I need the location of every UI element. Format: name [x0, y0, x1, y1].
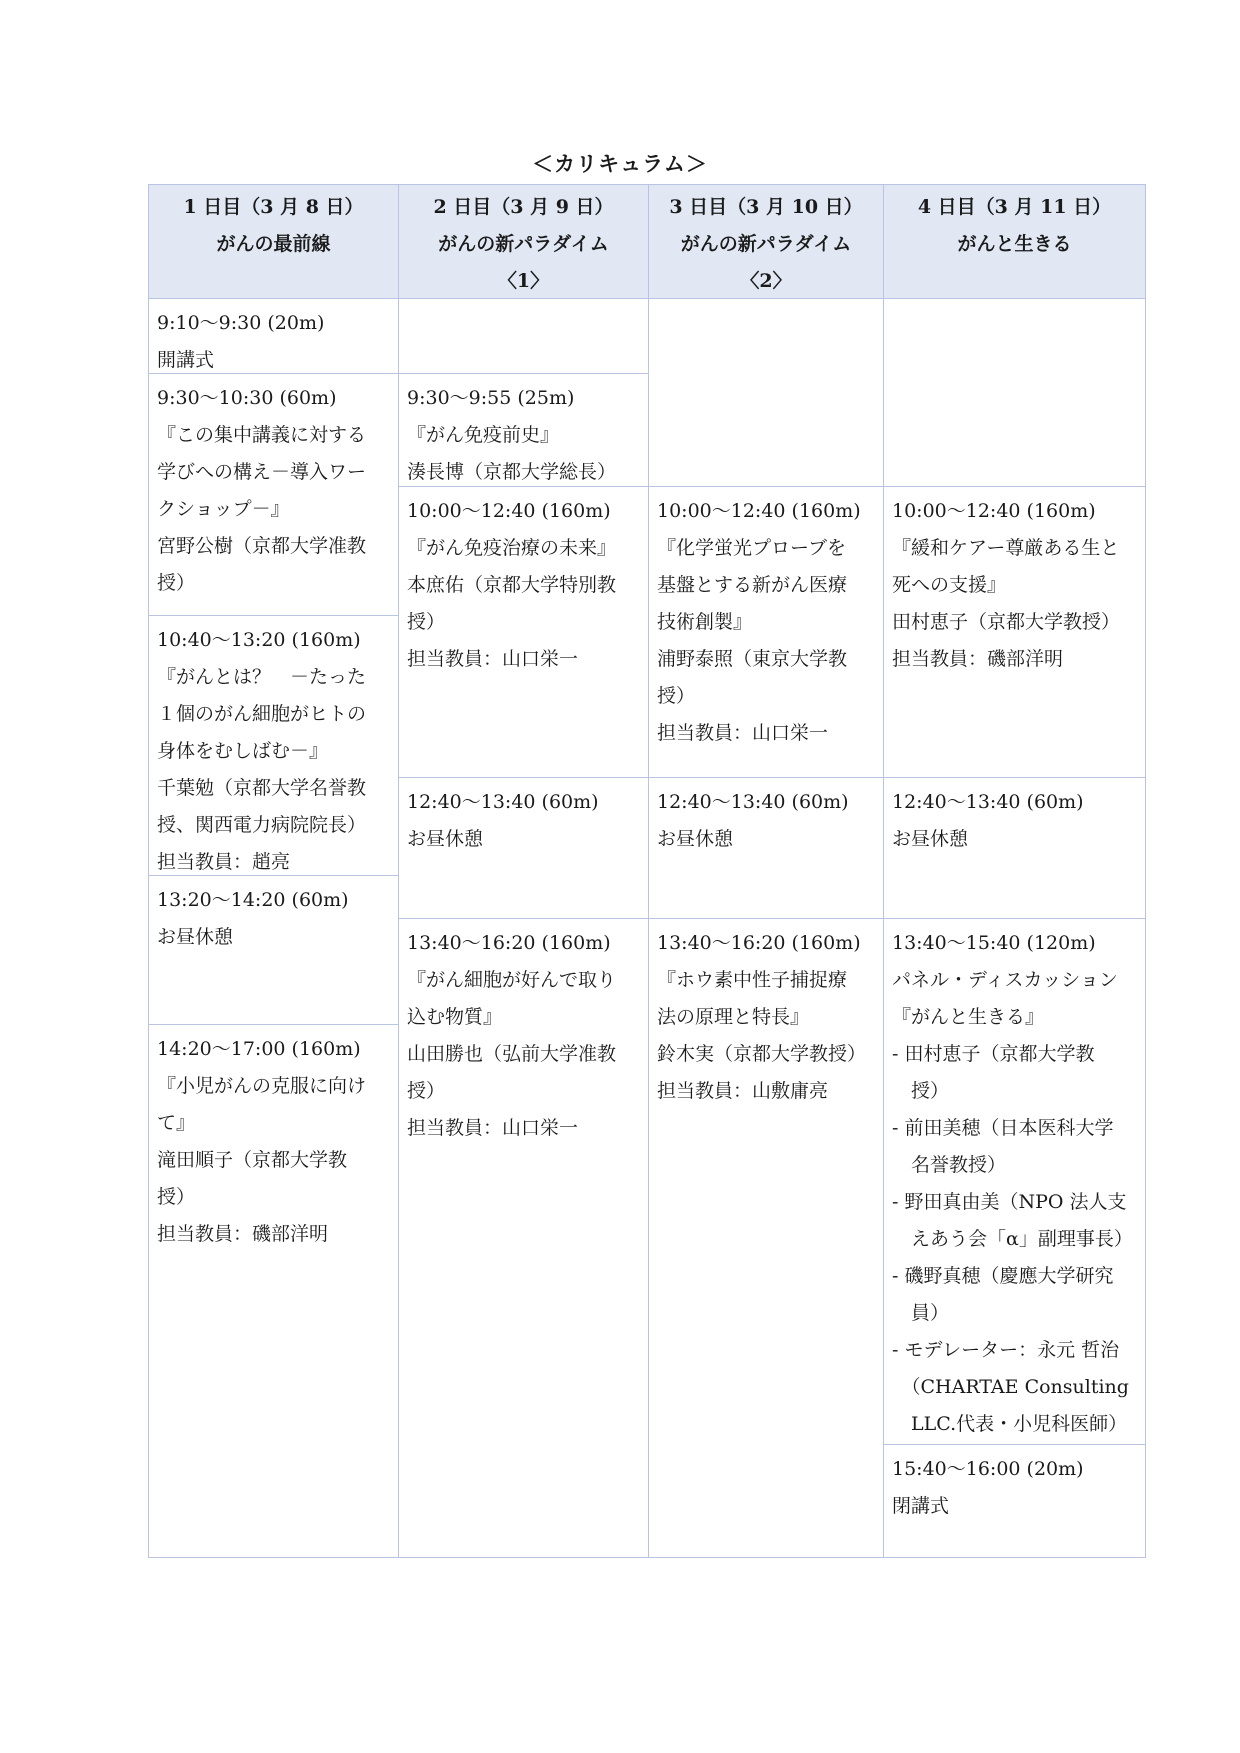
cell-line: 山田勝也（弘前大学准教: [407, 1043, 617, 1065]
cell-line: お昼休憩: [892, 828, 969, 850]
cell-line: 滝田順子（京都大学教: [157, 1149, 348, 1171]
cell-line: 『がんと生きる』: [892, 1006, 1045, 1028]
cell-line: 2 日目（3 月 9 日）: [433, 196, 614, 218]
cell-line: 千葉勉（京都大学名誉教: [157, 777, 367, 799]
day2-empty: [398, 298, 649, 374]
cell-line: 『がん細胞が好んで取り: [407, 969, 617, 991]
cell-line: えあう会「α」副理事長）: [892, 1228, 1133, 1250]
cell-line: 10:00～12:40 (160m): [407, 500, 611, 522]
cell-line: 9:10～9:30 (20m): [157, 312, 325, 334]
cell-line: 1 日目（3 月 8 日）: [183, 196, 364, 218]
cell-line: 基盤とする新がん医療: [657, 574, 848, 596]
cell-line: お昼休憩: [407, 828, 484, 850]
cell-line: 15:40～16:00 (20m): [892, 1458, 1084, 1480]
day2-session-immunotherapy: [398, 486, 649, 778]
cell-line: 本庶佑（京都大学特別教: [407, 574, 617, 596]
cell-line: 担当教員：磯部洋明: [157, 1223, 329, 1245]
cell-line: がんの最前線: [216, 233, 331, 255]
cell-line: 死への支援』: [892, 574, 1007, 596]
day2-lunch: [398, 777, 649, 919]
cell-line: 13:40～16:20 (160m): [407, 932, 611, 954]
cell-line: 員）: [892, 1302, 950, 1324]
cell-line: 授）: [657, 685, 696, 707]
day4-lunch: [883, 777, 1146, 919]
day1-session-cancer: [148, 615, 399, 876]
cell-line: - 田村恵子（京都大学教: [892, 1043, 1095, 1065]
cell-line: 担当教員：磯部洋明: [892, 648, 1064, 670]
cell-line: 10:40～13:20 (160m): [157, 629, 361, 651]
cell-line: 『化学蛍光プローブを: [657, 537, 847, 559]
day2-session-metabolism: [398, 918, 649, 1558]
cell-line: 授）: [157, 1186, 196, 1208]
cell-line: がんと生きる: [957, 233, 1072, 255]
cell-line: クショップ－』: [157, 498, 290, 520]
cell-line: 授）: [892, 1080, 950, 1102]
day4-session-palliative: [883, 486, 1146, 778]
cell-line: 担当教員：山口栄一: [657, 722, 829, 744]
cell-line: て』: [157, 1112, 196, 1134]
cell-line: 『この集中講義に対する: [157, 424, 367, 446]
cell-line: 12:40～13:40 (60m): [407, 791, 599, 813]
day3-empty: [648, 298, 884, 487]
cell-line: 法の原理と特長』: [657, 1006, 810, 1028]
day2-session-immunity-history: [398, 373, 649, 487]
cell-line: がんの新パラダイム: [680, 233, 852, 255]
cell-line: 浦野泰照（東京大学教: [657, 648, 848, 670]
cell-line: お昼休憩: [157, 926, 234, 948]
cell-line: 閉講式: [892, 1495, 950, 1517]
cell-line: １個のがん細胞がヒトの: [157, 703, 367, 725]
cell-line: 10:00～12:40 (160m): [892, 500, 1096, 522]
cell-line: - 磯野真穂（慶應大学研究: [892, 1265, 1114, 1287]
cell-line: 技術創製』: [657, 611, 753, 633]
header-day2: [398, 184, 649, 299]
cell-line: 『がんとは？ －たった: [157, 666, 367, 688]
cell-line: 授）: [407, 611, 446, 633]
cell-line: - モデレーター：永元 哲治: [892, 1339, 1120, 1361]
cell-line: パネル・ディスカッション: [892, 969, 1118, 991]
cell-line: 担当教員：山口栄一: [407, 648, 579, 670]
cell-line: 12:40～13:40 (60m): [892, 791, 1084, 813]
cell-line: 12:40～13:40 (60m): [657, 791, 849, 813]
cell-line: 担当教員：趙亮: [157, 851, 291, 873]
page-title: ＜カリキュラム＞: [532, 151, 708, 176]
cell-line: 『ホウ素中性子捕捉療: [657, 969, 848, 991]
cell-line: 授）: [407, 1080, 446, 1102]
cell-line: 担当教員：山敷庸亮: [657, 1080, 829, 1102]
cell-line: お昼休憩: [657, 828, 734, 850]
header-day1: [148, 184, 399, 299]
cell-line: 10:00～12:40 (160m): [657, 500, 861, 522]
cell-line: - 前田美穂（日本医科大学: [892, 1117, 1114, 1139]
cell-line: - 野田真由美（NPO 法人支: [892, 1191, 1127, 1213]
cell-line: 4 日目（3 月 11 日）: [917, 196, 1112, 218]
cell-line: 9:30～9:55 (25m): [407, 387, 575, 409]
day3-lunch: [648, 777, 884, 919]
day1-opening: [148, 298, 399, 374]
cell-line: （CHARTAE Consulting: [892, 1376, 1129, 1398]
cell-line: 湊長博（京都大学総長）: [407, 461, 617, 483]
day3-session-bnct: [648, 918, 884, 1558]
cell-line: 13:40～16:20 (160m): [657, 932, 861, 954]
cell-line: 授）: [157, 572, 196, 594]
cell-line: 9:30～10:30 (60m): [157, 387, 337, 409]
day4-closing: [883, 1444, 1146, 1558]
day1-session-workshop: [148, 373, 399, 616]
header-day4: [883, 184, 1146, 299]
cell-line: 担当教員：山口栄一: [407, 1117, 579, 1139]
cell-line: がんの新パラダイム: [438, 233, 609, 255]
cell-line: 『がん免疫前史』: [407, 424, 560, 446]
cell-line: 田村恵子（京都大学教授）: [892, 611, 1121, 633]
cell-line: 名誉教授）: [892, 1154, 1007, 1176]
cell-line: 込む物質』: [407, 1006, 503, 1028]
cell-line: 〈1〉: [497, 270, 550, 292]
cell-line: 3 日目（3 月 10 日）: [669, 196, 863, 218]
day4-panel-discussion: [883, 918, 1146, 1445]
cell-line: 身体をむしばむ－』: [157, 740, 329, 762]
day1-lunch: [148, 875, 399, 1025]
cell-line: 宮野公樹（京都大学准教: [157, 535, 367, 557]
cell-line: LLC.代表・小児科医師）: [892, 1413, 1128, 1435]
cell-line: 鈴木実（京都大学教授）: [657, 1043, 867, 1065]
cell-line: 開講式: [157, 349, 215, 371]
day3-session-probe: [648, 486, 884, 778]
cell-line: 学びへの構え－導入ワー: [157, 461, 367, 483]
cell-line: 13:40～15:40 (120m): [892, 932, 1096, 954]
cell-line: 13:20～14:20 (60m): [157, 889, 349, 911]
header-day3: [648, 184, 884, 299]
curriculum-table: [148, 184, 1146, 1558]
day4-empty: [883, 298, 1146, 487]
cell-line: 『緩和ケアー尊厳ある生と: [892, 537, 1120, 559]
cell-line: 『小児がんの克服に向け: [157, 1075, 367, 1097]
cell-line: 授、関西電力病院院長）: [157, 814, 367, 836]
cell-line: 14:20～17:00 (160m): [157, 1038, 361, 1060]
cell-line: 『がん免疫治療の未来』: [407, 537, 617, 559]
day1-session-pediatric: [148, 1024, 399, 1558]
cell-line: 〈2〉: [740, 270, 792, 292]
